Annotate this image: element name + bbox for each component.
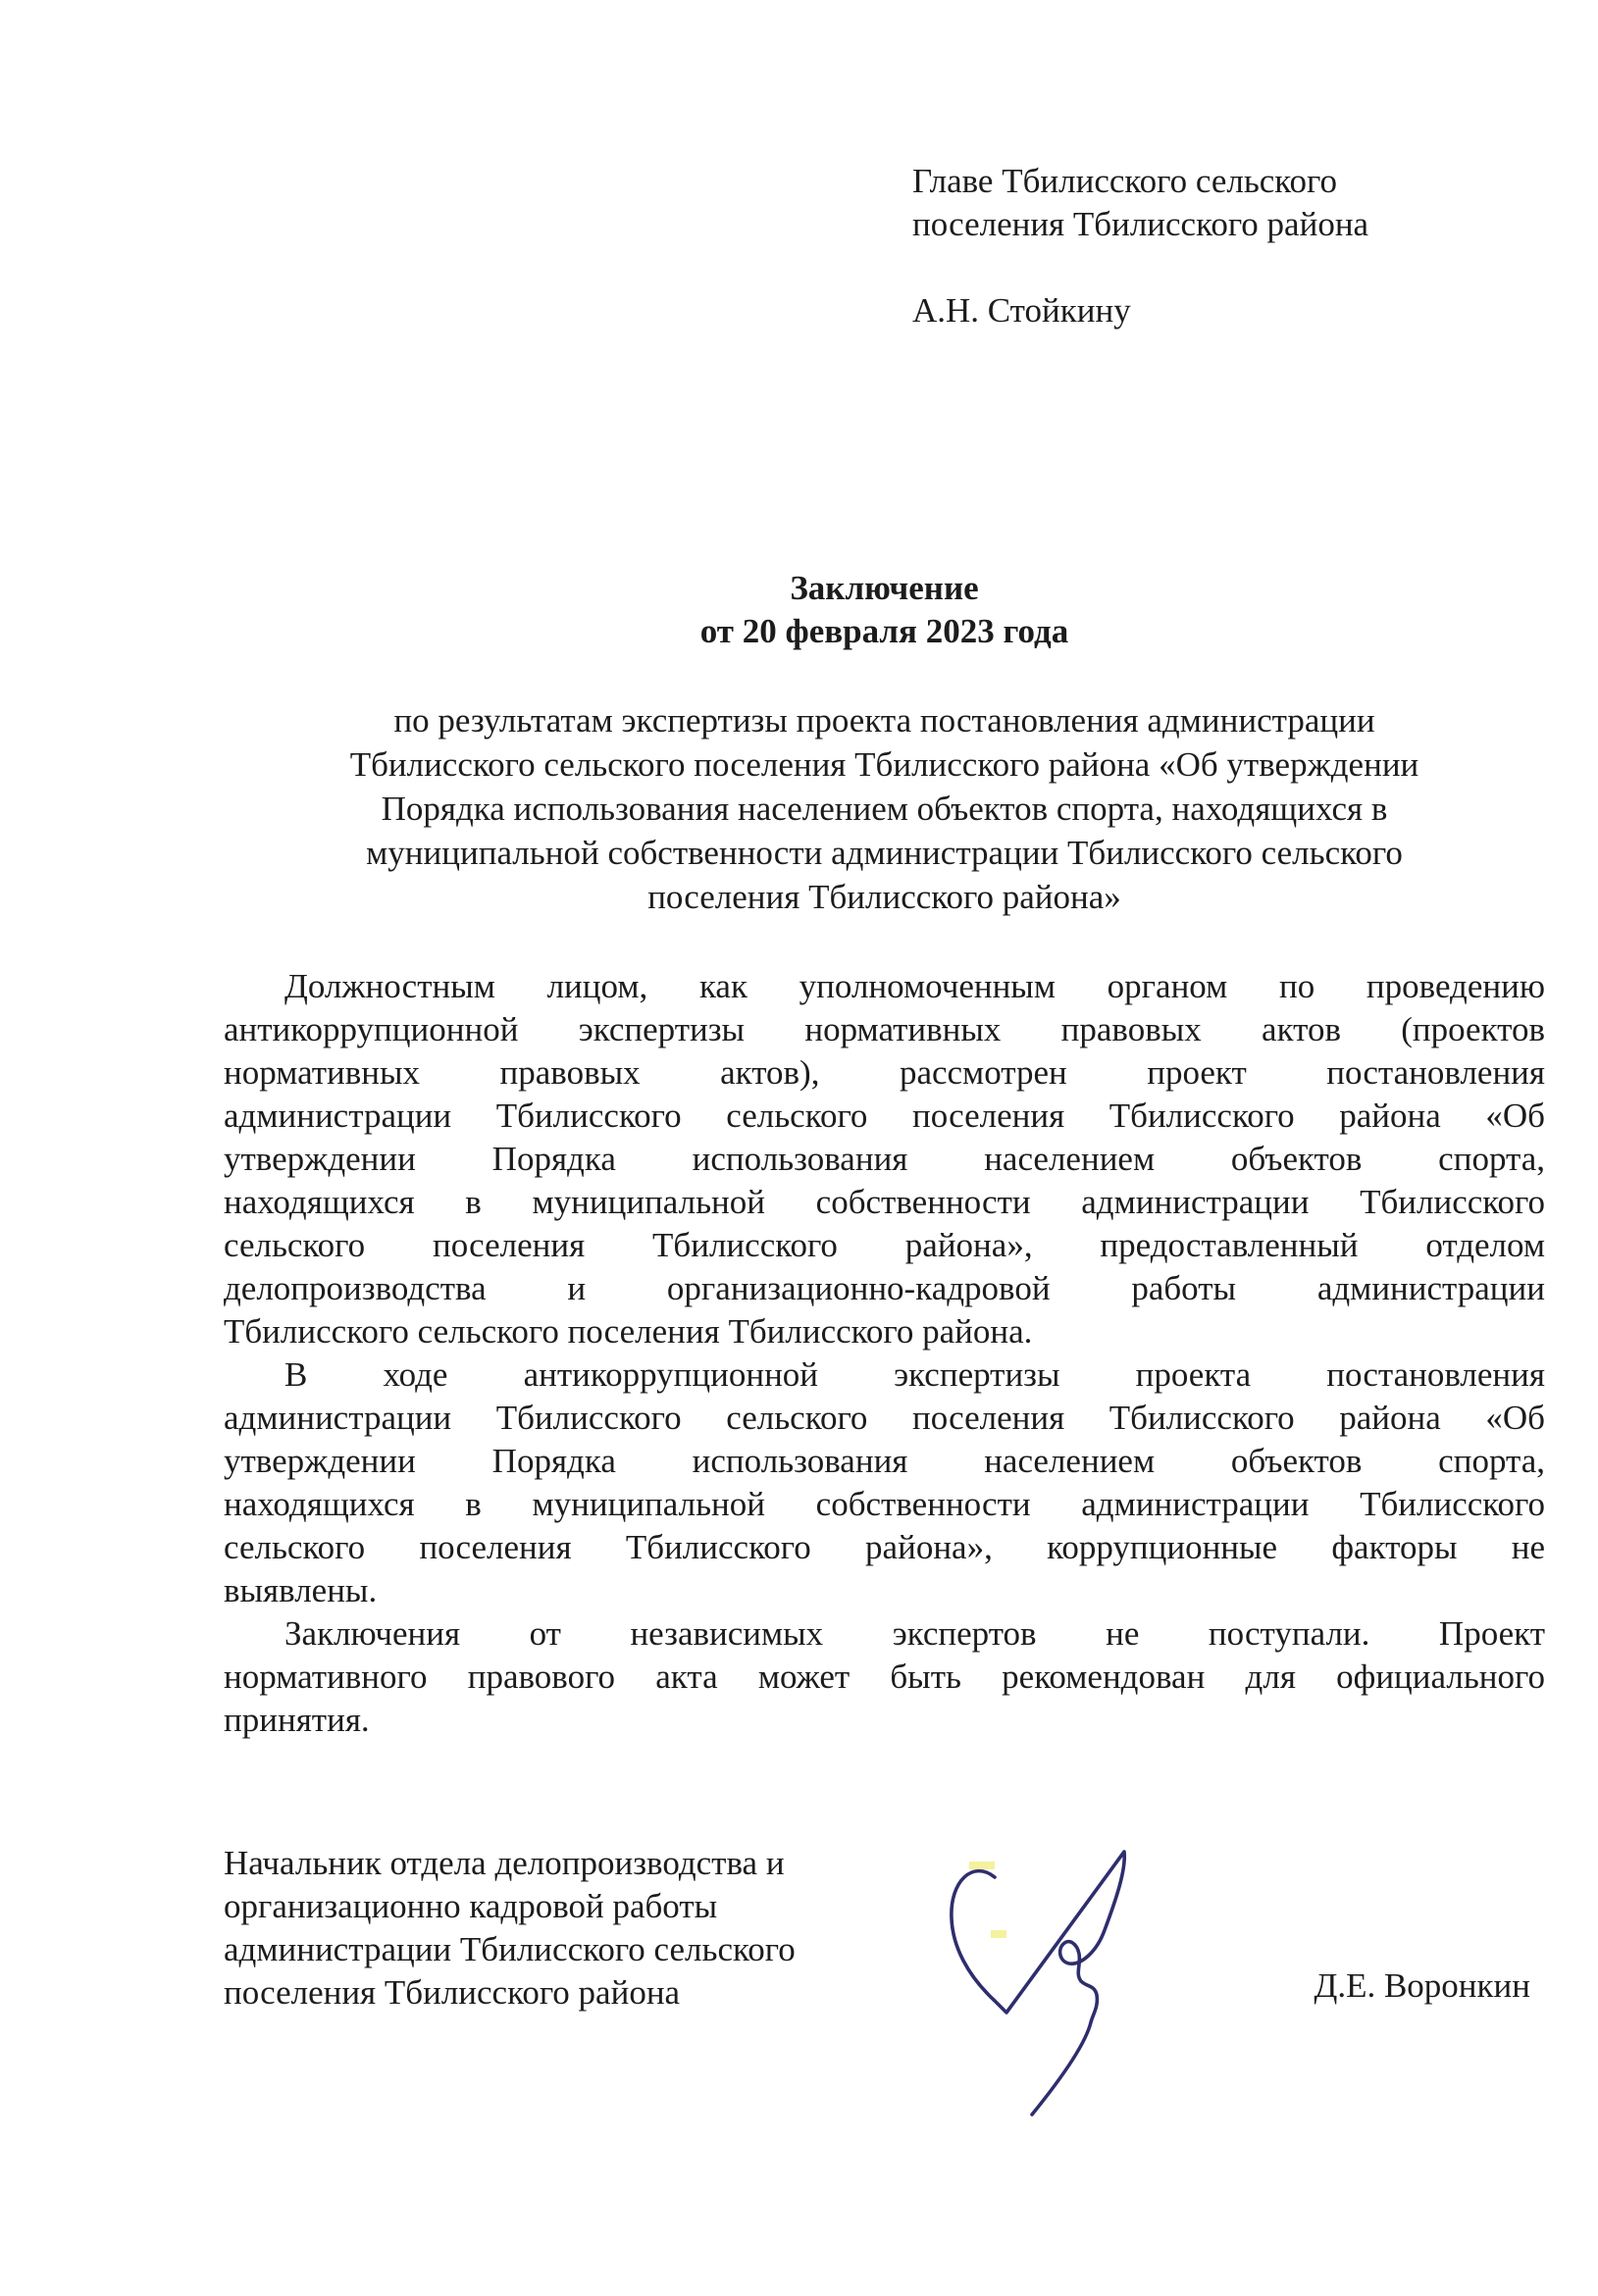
paragraph-1-line: антикоррупционной экспертизы нормативных правовых актов (проектов [224, 1010, 1545, 1048]
subtitle-line: Тбилисского сельского поселения Тбилисского района «Об утверждении [349, 745, 1419, 784]
signer-name: Д.Е. Воронкин [1314, 1966, 1530, 2005]
paragraph-1-line: нормативных правовых актов), рассмотрен проект постановления [224, 1053, 1545, 1092]
document-title [224, 567, 1545, 653]
paragraph-2-line: В ходе антикоррупционной экспертизы проекта постановления [284, 1355, 1545, 1394]
document-subtitle [224, 698, 1545, 919]
paragraph-3-line: Заключения от независимых экспертов не поступали. Проект [284, 1614, 1545, 1653]
title-line-1: Заключение [790, 569, 979, 607]
highlight-mark [991, 1930, 1006, 1938]
recipient-line-2: поселения Тбилисского района [912, 205, 1369, 243]
paragraph-2-line: утверждении Порядка использования населением объектов спорта, [224, 1442, 1545, 1480]
paragraph-3-line: нормативного правового акта может быть рекомендован для официального [224, 1658, 1545, 1696]
paragraph-1-line: делопроизводства и организационно-кадровой работы администрации [224, 1269, 1545, 1307]
paragraph-3-line: принятия. [224, 1701, 370, 1739]
paragraph-2-line: находящихся в муниципальной собственности администрации Тбилисского [224, 1485, 1545, 1523]
subtitle-line: по результатам экспертизы проекта постановления администрации [393, 701, 1375, 740]
paragraph-1-line: сельского поселения Тбилисского района», предоставленный отделом [224, 1226, 1545, 1264]
body-text [224, 965, 1545, 1742]
subtitle-line: муниципальной собственности администрации Тбилисского сельского [366, 834, 1403, 872]
paragraph-1-line: Должностным лицом, как уполномоченным органом по проведению [284, 967, 1545, 1005]
highlight-mark [969, 1862, 995, 1869]
signer-position-block [224, 1842, 910, 2015]
paragraph-1-line: администрации Тбилисского сельского поселения Тбилисского района «Об [224, 1097, 1545, 1135]
paragraph-2-line: администрации Тбилисского сельского поселения Тбилисского района «Об [224, 1399, 1545, 1437]
subtitle-line: поселения Тбилисского района» [647, 878, 1121, 916]
paragraph-1-line: находящихся в муниципальной собственности администрации Тбилисского [224, 1183, 1545, 1221]
signer-position-line: поселения Тбилисского района [224, 1973, 681, 2012]
paragraph-2-line: сельского поселения Тбилисского района», коррупционные факторы не [224, 1528, 1545, 1566]
recipient-line-1: Главе Тбилисского сельского [912, 162, 1338, 200]
paragraph-1-line: Тбилисского сельского поселения Тбилисского района. [224, 1312, 1033, 1351]
subtitle-line: Порядка использования населением объектов спорта, находящихся в [381, 790, 1388, 828]
recipient-block [912, 160, 1501, 332]
signer-position-line: Начальник отдела делопроизводства и [224, 1844, 785, 1882]
recipient-name: А.Н. Стойкину [912, 291, 1131, 330]
paragraph-1-line: утверждении Порядка использования населением объектов спорта, [224, 1140, 1545, 1178]
signer-position-line: организационно кадровой работы [224, 1887, 718, 1925]
signer-position-line: администрации Тбилисского сельского [224, 1930, 796, 1968]
title-line-2: от 20 февраля 2023 года [699, 612, 1069, 650]
recipient-gap [912, 246, 1501, 289]
paragraph-2-line: выявлены. [224, 1571, 378, 1609]
